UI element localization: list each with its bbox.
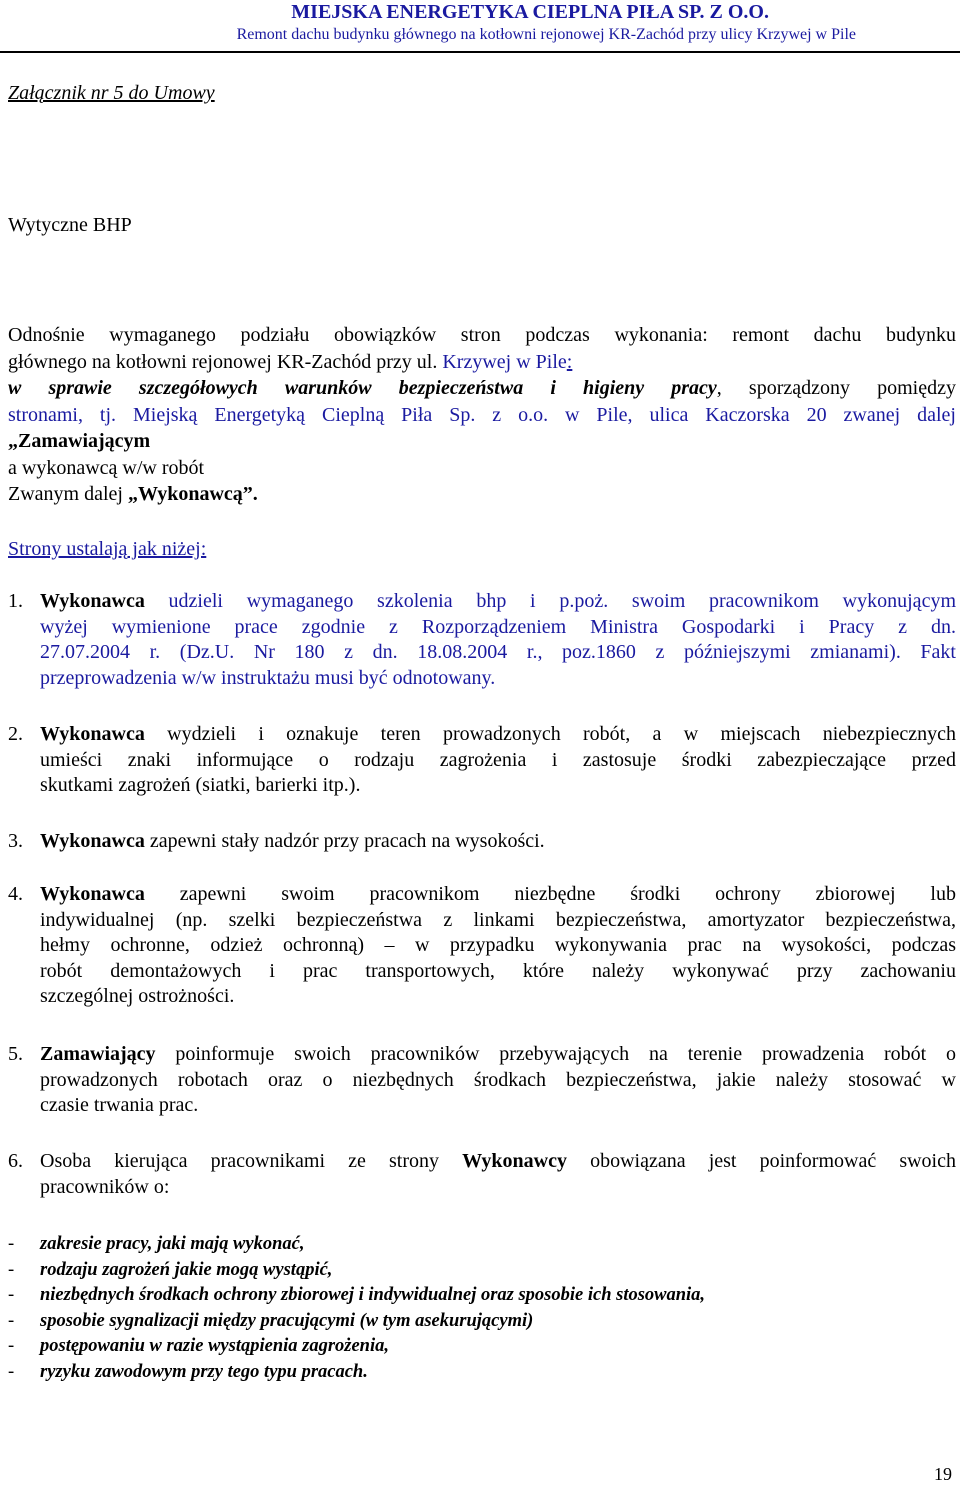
- bullet-dash: -: [8, 1336, 15, 1357]
- list-item: [8, 1149, 956, 1200]
- parties-agree-heading: Strony ustalają jak niżej:: [8, 538, 207, 560]
- item-line: czasie trwania prac.: [40, 1094, 199, 1116]
- list-item: [8, 1042, 956, 1119]
- item-line: [40, 1149, 956, 1175]
- bullet-text: rodzaju zagrożeń jakie mogą wystąpić,: [40, 1259, 333, 1280]
- item-bold: Zamawiający: [40, 1043, 156, 1065]
- bullet-item: [8, 1309, 705, 1335]
- list-item: [8, 589, 956, 691]
- bullet-item: [8, 1232, 705, 1258]
- item-line: indywidualnej (np. szelki bezpieczeństwa z linkami bezpieczeństwa, amortyzator bezpieczeństwa,: [40, 908, 956, 931]
- intro-colon: :: [566, 350, 573, 373]
- intro-contractor: „Wykonawcą”.: [127, 483, 258, 505]
- item-number: 1.: [8, 590, 23, 612]
- item-text: poinformuje swoich pracowników przebywających na terenie prowadzenia robót o: [155, 1043, 956, 1065]
- intro-line: „Zamawiającym: [8, 430, 151, 452]
- bullet-dash: -: [8, 1234, 15, 1254]
- item-bold: Wykonawca: [40, 830, 145, 852]
- item-line: [40, 722, 956, 748]
- item-bold: Wykonawca: [40, 883, 145, 905]
- intro-text: Zwanym dalej: [8, 483, 128, 505]
- header-subtitle: Remont dachu budynku głównego na kotłowni rejonowej KR-Zachód przy ulicy Krzywej w Pile: [236, 26, 856, 43]
- header-company-name: MIEJSKA ENERGETYKA CIEPLNA PIŁA SP. Z O.O.: [291, 1, 769, 23]
- bullet-dash: -: [8, 1285, 15, 1306]
- intro-line: [8, 481, 956, 508]
- bullet-item: [8, 1334, 705, 1360]
- item-line: [40, 829, 956, 855]
- item-number: 4.: [8, 883, 23, 905]
- intro-line: [8, 349, 956, 376]
- item-line: umieści znaki informujące o rodzaju zagrożenia i zastosuje środki zabezpieczające przed: [40, 748, 956, 771]
- item-line: pracowników o:: [40, 1175, 170, 1198]
- page-number: 19: [934, 1464, 952, 1484]
- annex-label: Załącznik nr 5 do Umowy: [8, 82, 215, 104]
- bullet-dash: -: [8, 1361, 15, 1382]
- item-text: Osoba kierująca pracownikami ze strony: [40, 1150, 463, 1172]
- item-text: udzieli wymaganego szkolenia bhp i p.poż. swoim pracownikom wykonującym: [144, 590, 956, 612]
- item-text: zapewni swoim pracownikom niezbędne środki ochrony zbiorowej lub: [144, 883, 956, 905]
- item-text: wydzieli i oznakuje teren prowadzonych robót, a w miejscach niebezpiecznych: [144, 723, 956, 745]
- intro-place: Krzywej w Pile: [442, 350, 567, 373]
- list-item: [8, 722, 956, 799]
- bullet-dash: -: [8, 1310, 15, 1331]
- intro-regulation: w sprawie szczegółowych warunków bezpieczeństwa i higieny pracy: [8, 377, 717, 399]
- item-line: 27.07.2004 r. (Dz.U. Nr 180 z dn. 18.08.2004 r., poz.1860 z późniejszymi zmianami). Fakt: [40, 641, 956, 663]
- document-subject: Wytyczne BHP: [8, 214, 132, 236]
- item-number: 2.: [8, 723, 23, 745]
- item-bold: Wykonawcy: [462, 1150, 567, 1172]
- item-line: szczególnej ostrożności.: [40, 985, 235, 1007]
- intro-paragraph: [8, 322, 956, 508]
- item-line: [40, 589, 956, 615]
- bullet-text: zakresie pracy, jaki mają wykonać,: [40, 1234, 305, 1254]
- item-line: robót demontażowych i prac transportowych, które należy wykonywać przy zachowaniu: [40, 959, 956, 982]
- intro-line: stronami, tj. Miejską Energetyką Cieplną Piła Sp. z o.o. w Pile, ulica Kaczorska 20 zwanej dalej: [8, 403, 956, 426]
- item-number: 5.: [8, 1043, 23, 1065]
- bullet-dash: -: [8, 1259, 15, 1280]
- header-divider: [0, 51, 960, 53]
- bullet-text: ryzyku zawodowym przy tego typu pracach.: [40, 1361, 368, 1382]
- item-number: 6.: [8, 1150, 23, 1172]
- item-line: wyżej wymienione prace zgodnie z Rozporządzeniem Ministra Gospodarki i Pracy z dn.: [40, 615, 956, 638]
- intro-line: [8, 375, 956, 402]
- item-text: zapewni stały nadzór przy pracach na wysokości.: [144, 830, 545, 852]
- intro-line: a wykonawcą w/w robót: [8, 456, 205, 479]
- item-number: 3.: [8, 830, 23, 852]
- bullet-item: [8, 1258, 705, 1284]
- item-line: hełmy ochronne, odzież ochronną) – w przypadku wykonywania prac na wysokości, podczas: [40, 934, 956, 956]
- item-bold: Wykonawca: [40, 590, 145, 612]
- item-text: obowiązana jest poinformować swoich: [566, 1150, 956, 1172]
- item-line: [40, 1042, 956, 1068]
- item-line: przeprowadzenia w/w instruktażu musi być odnotowany.: [40, 666, 496, 689]
- bullet-item: [8, 1360, 705, 1386]
- bullet-text: sposobie sygnalizacji między pracującymi (w tym asekurującymi): [40, 1310, 534, 1331]
- item-line: prowadzonych robotach oraz o niezbędnych środkach bezpieczeństwa, jakie należy stosować w: [40, 1068, 956, 1091]
- bullet-text: postępowaniu w razie wystąpienia zagrożenia,: [40, 1336, 389, 1357]
- item-bold: Wykonawca: [40, 723, 145, 745]
- list-item: [8, 829, 956, 855]
- bullet-text: niezbędnych środkach ochrony zbiorowej i indywidualnej oraz sposobie ich stosowania,: [40, 1285, 706, 1306]
- list-item: [8, 882, 956, 1010]
- intro-text: głównego na kotłowni rejonowej KR-Zachód przy ul.: [8, 350, 443, 373]
- bullet-item: [8, 1283, 705, 1309]
- bullet-list: [8, 1232, 705, 1386]
- item-line: skutkami zagrożeń (siatki, barierki itp.).: [40, 774, 361, 796]
- intro-line: Odnośnie wymaganego podziału obowiązków stron podczas wykonania: remont dachu budynku: [8, 324, 956, 346]
- item-line: [40, 882, 956, 908]
- intro-text: , sporządzony pomiędzy: [716, 377, 956, 399]
